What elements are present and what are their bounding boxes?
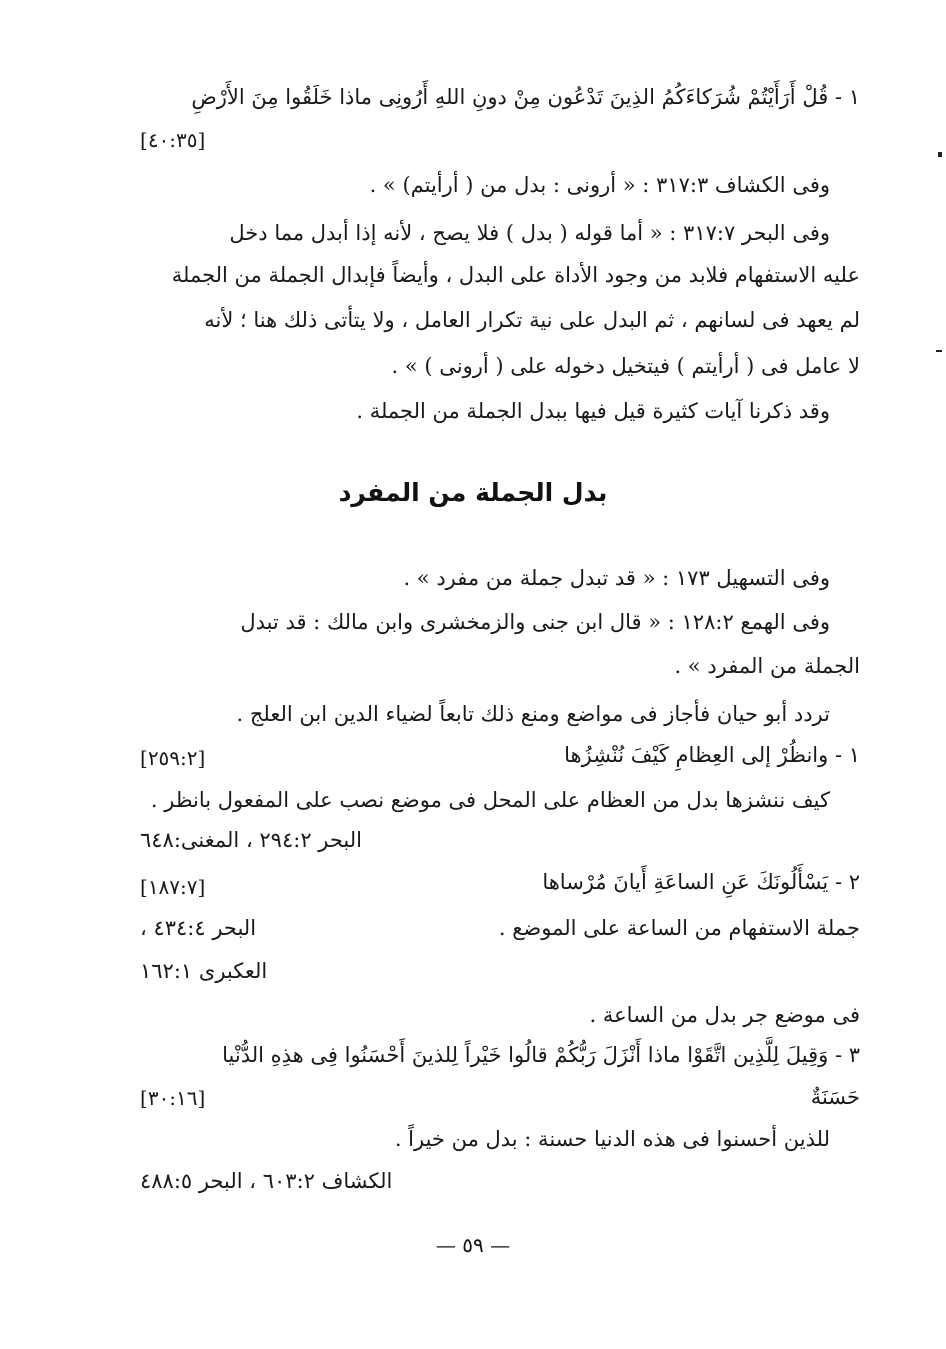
scan-speck <box>938 152 942 157</box>
verse-reference: [١٨٧:٧] <box>140 875 206 899</box>
text-line: وفى التسهيل ١٧٣ : « قد تبدل جملة من مفرد » . <box>403 566 830 590</box>
verse-line: ١ - وانظُرْ إلى العِظامِ كَيْفَ نُنْشِزُها <box>564 743 860 767</box>
text-line: عليه الاستفهام فلابد من وجود الأداة على البدل ، وأيضاً فإبدال الجملة من الجملة <box>171 263 860 287</box>
verse-line: ٣ - وَقِيلَ لِلَّذِين اتَّقَوْا ماذا أَنْزَلَ رَبُّكُمْ قالُوا خَيْراً لِلذينَ أَحْسَنُوا فِى هذِهِ الدُّنْيا <box>222 1043 860 1067</box>
text-line: وفى الكشاف ٣١٧:٣ : « أرونى : بدل من ( أرأيتم) » . <box>369 173 830 197</box>
page-number: — ٥٩ — <box>435 1233 511 1257</box>
verse-line: ٢ - يَسْأَلُونَكَ عَنِ الساعَةِ أَيانَ مُرْساها <box>542 870 860 894</box>
text-line: لا عامل فى ( أرأيتم ) فيتخيل دخوله على ( أرونى ) » . <box>391 354 860 378</box>
text-line: فى موضع جر بدل من الساعة . <box>589 1003 860 1027</box>
text-line: وفى الهمع ١٢٨:٢ : « قال ابن جنى والزمخشرى وابن مالك : قد تبدل <box>240 610 830 634</box>
citation-line: الكشاف ٦٠٣:٢ ، البحر ٤٨٨:٥ <box>140 1169 393 1193</box>
text-line: وفى البحر ٣١٧:٧ : « أما قوله ( بدل ) فلا يصح ، لأنه إذا أبدل مما دخل <box>229 221 830 245</box>
verse-1-reference: [٤٠:٣٥] <box>140 128 206 152</box>
verse-reference: [٢٥٩:٢] <box>140 746 206 770</box>
text-line: وقد ذكرنا آيات كثيرة قيل فيها ببدل الجملة من الجملة . <box>356 399 830 423</box>
text-line: لم يعهد فى لسانهم ، ثم البدل على نية تكرار العامل ، ولا يتأتى ذلك هنا ؛ لأنه <box>204 308 860 332</box>
citation-line: البحر ٢٩٤:٢ ، المغنى:٦٤٨ <box>140 828 362 852</box>
text-line: كيف ننشزها بدل من العظام على المحل فى موضع نصب على المفعول بانظر . <box>150 788 830 812</box>
text-line: جملة الاستفهام من الساعة على الموضع . <box>498 916 860 940</box>
text-line: الجملة من المفرد » . <box>674 654 860 678</box>
section-heading: بدل الجملة من المفرد <box>338 478 608 507</box>
text-line: للذين أحسنوا فى هذه الدنيا حسنة : بدل من خيراً . <box>394 1127 830 1151</box>
scan-speck <box>936 350 942 352</box>
verse-1-line: ١ - قُلْ أَرَأَيْتُمْ شُرَكاءَكُمُ الذِينَ تَدْعُون مِنْ دونِ اللهِ أَرُونِى ماذا خَلَقُوا مِنَ الأَرْضِ <box>191 85 860 109</box>
verse-reference: [٣٠:١٦] <box>140 1086 206 1110</box>
verse-line: حَسَنَةٌ <box>810 1085 860 1109</box>
text-line: تردد أبو حيان فأجاز فى مواضع ومنع ذلك تابعاً لضياء الدين ابن العلج . <box>236 702 830 726</box>
citation-line: العكبرى ١٦٢:١ <box>140 959 268 983</box>
citation-line: البحر ٤٣٤:٤ ، <box>140 916 257 940</box>
